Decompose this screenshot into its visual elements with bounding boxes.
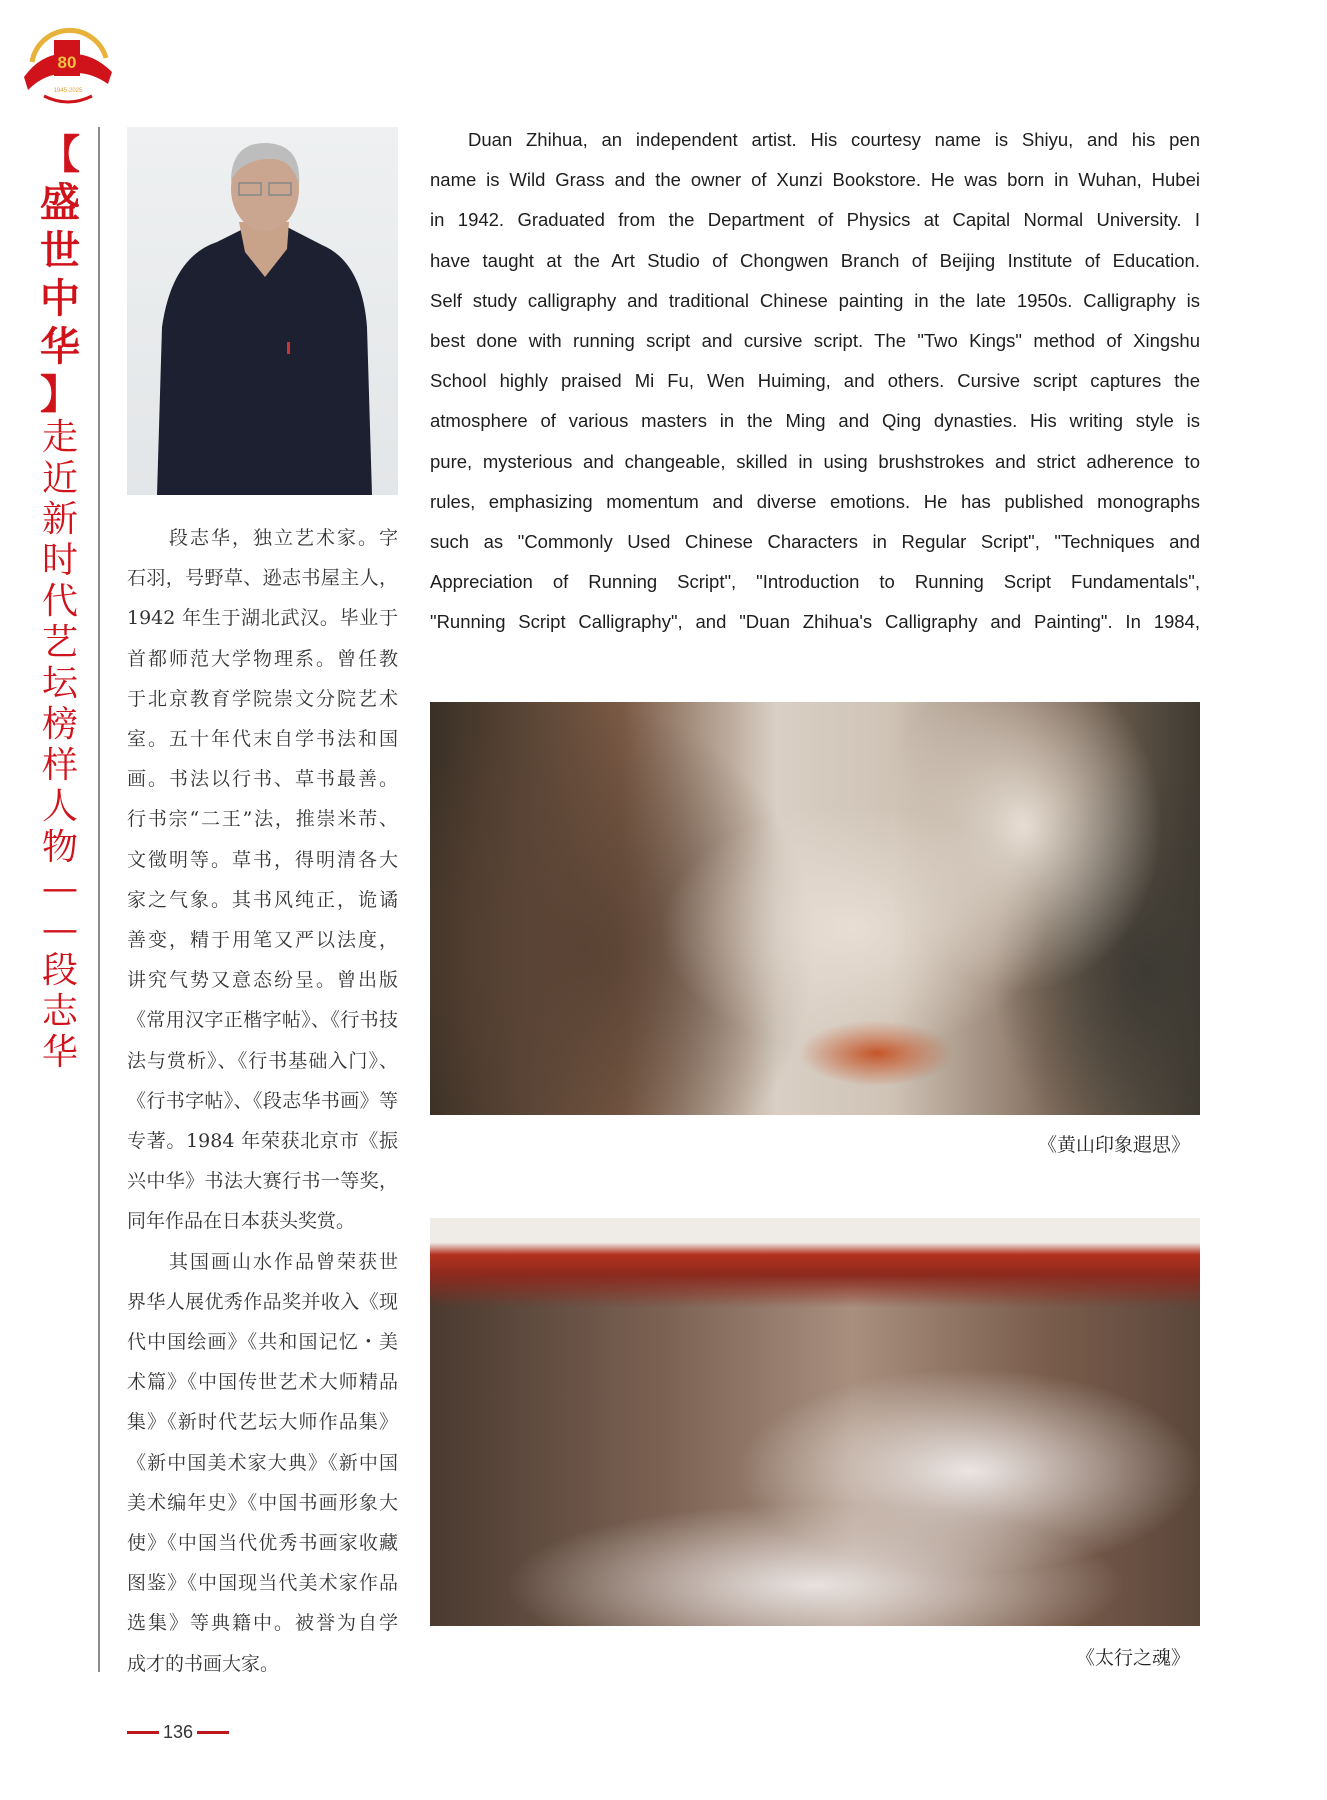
page-number-dash xyxy=(127,1731,159,1734)
anniversary-logo xyxy=(22,22,114,106)
text-line: 兴中华》书法大赛行书一等奖， xyxy=(127,1170,398,1193)
chinese-biography xyxy=(127,518,398,1684)
text-line: rules, emphasizing momentum and diverse emotions. He has published monographs xyxy=(430,490,1200,512)
page-number-dash xyxy=(197,1731,229,1734)
painting-caption: 《太行之魂》 xyxy=(1075,1647,1190,1669)
text-line: 成才的书画大家。 xyxy=(127,1652,280,1675)
text-line: 《常用汉字正楷字帖》、《行书技 xyxy=(127,1009,398,1032)
text-line: 术篇》《中国传世艺术大师精品 xyxy=(127,1371,398,1394)
english-biography xyxy=(430,120,1200,643)
artist-portrait xyxy=(127,127,398,495)
text-line: 行书宗“二王”法，推崇米芾、 xyxy=(127,808,398,831)
text-line: 1942 年生于湖北武汉。毕业于 xyxy=(127,607,398,630)
text-line: 集》《新时代艺坛大师作品集》 xyxy=(127,1411,398,1434)
text-line: 讲究气势又意态纷呈。曾出版 xyxy=(127,969,398,992)
divider-line xyxy=(98,127,100,1672)
text-line: 其国画山水作品曾荣获世 xyxy=(169,1250,398,1273)
text-line: Appreciation of Running Script", "Introduction to Running Script Fundamentals", xyxy=(430,571,1200,593)
painting-caption: 《黄山印象遐思》 xyxy=(1037,1134,1190,1156)
text-line: School highly praised Mi Fu, Wen Huiming, and others. Cursive script captures the xyxy=(430,370,1200,392)
painting-huangshan xyxy=(430,702,1200,1115)
text-line: pure, mysterious and changeable, skilled in using brushstrokes and strict adherence to xyxy=(430,450,1200,472)
text-line: 代中国绘画》《共和国记忆・美 xyxy=(127,1331,398,1354)
text-line: 图鉴》《中国现当代美术家作品 xyxy=(127,1572,398,1595)
article-subtitle: 走 近 新 时 代 艺 坛 榜 样 人 物 — — 段 志 华 xyxy=(41,417,78,1073)
text-line: 于北京教育学院崇文分院艺术 xyxy=(127,687,398,710)
text-line: 《新中国美术家大典》《新中国 xyxy=(127,1451,398,1474)
text-line: 室。五十年代末自学书法和国 xyxy=(127,728,398,751)
text-line: Duan Zhihua, an independent artist. His courtesy name is Shiyu, and his pen xyxy=(468,129,1200,150)
painting-taihang xyxy=(430,1218,1200,1626)
text-line: 家之气象。其书风纯正，诡谲 xyxy=(127,888,398,911)
text-line: 使》《中国当代优秀书画家收藏 xyxy=(127,1532,398,1555)
text-line: 界华人展优秀作品奖并收入《现 xyxy=(127,1290,398,1313)
text-line: "Running Script Calligraphy", and "Duan Zhihua's Calligraphy and Painting". In 1984, xyxy=(430,611,1200,633)
text-line: 石羽，号野草、逊志书屋主人， xyxy=(127,567,398,590)
page-number xyxy=(127,1722,229,1743)
text-line: Self study calligraphy and traditional Chinese painting in the late 1950s. Calligraphy is xyxy=(430,289,1200,311)
page-number-text: 136 xyxy=(163,1722,194,1742)
text-line: 专著。1984 年荣获北京市《振 xyxy=(127,1130,398,1153)
text-line: 文徵明等。草书，得明清各大 xyxy=(127,848,398,871)
svg-text:1945-2025: 1945-2025 xyxy=(53,88,83,94)
text-line: 《行书字帖》、《段志华书画》等 xyxy=(127,1089,398,1112)
text-line: 善变，精于用笔又严以法度， xyxy=(127,929,398,952)
text-line: 首都师范大学物理系。曾任教 xyxy=(127,647,398,670)
text-line: such as "Commonly Used Chinese Characters in Regular Script", "Techniques and xyxy=(430,531,1200,553)
text-line: atmosphere of various masters in the Ming and Qing dynasties. His writing style is xyxy=(430,410,1200,432)
text-line: have taught at the Art Studio of Chongwen Branch of Beijing Institute of Education. xyxy=(430,249,1200,271)
text-line: name is Wild Grass and the owner of Xunzi Bookstore. He was born in Wuhan, Hubei xyxy=(430,169,1200,191)
section-title: 【 盛 世 中 华 】 xyxy=(40,132,80,418)
text-line: 段志华，独立艺术家。字 xyxy=(169,527,398,549)
text-line: best done with running script and cursive script. The "Two Kings" method of Xingshu xyxy=(430,330,1200,352)
text-line: in 1942. Graduated from the Department of Physics at Capital Normal University. I xyxy=(430,209,1200,231)
text-line: 同年作品在日本获头奖赏。 xyxy=(127,1210,356,1233)
text-line: 法与赏析》、《行书基础入门》、 xyxy=(127,1049,398,1072)
text-line: 画。书法以行书、草书最善。 xyxy=(127,768,398,791)
svg-text:80: 80 xyxy=(57,53,77,72)
text-line: 选集》等典籍中。被誉为自学 xyxy=(127,1612,398,1635)
text-line: 美术编年史》《中国书画形象大 xyxy=(127,1491,398,1514)
